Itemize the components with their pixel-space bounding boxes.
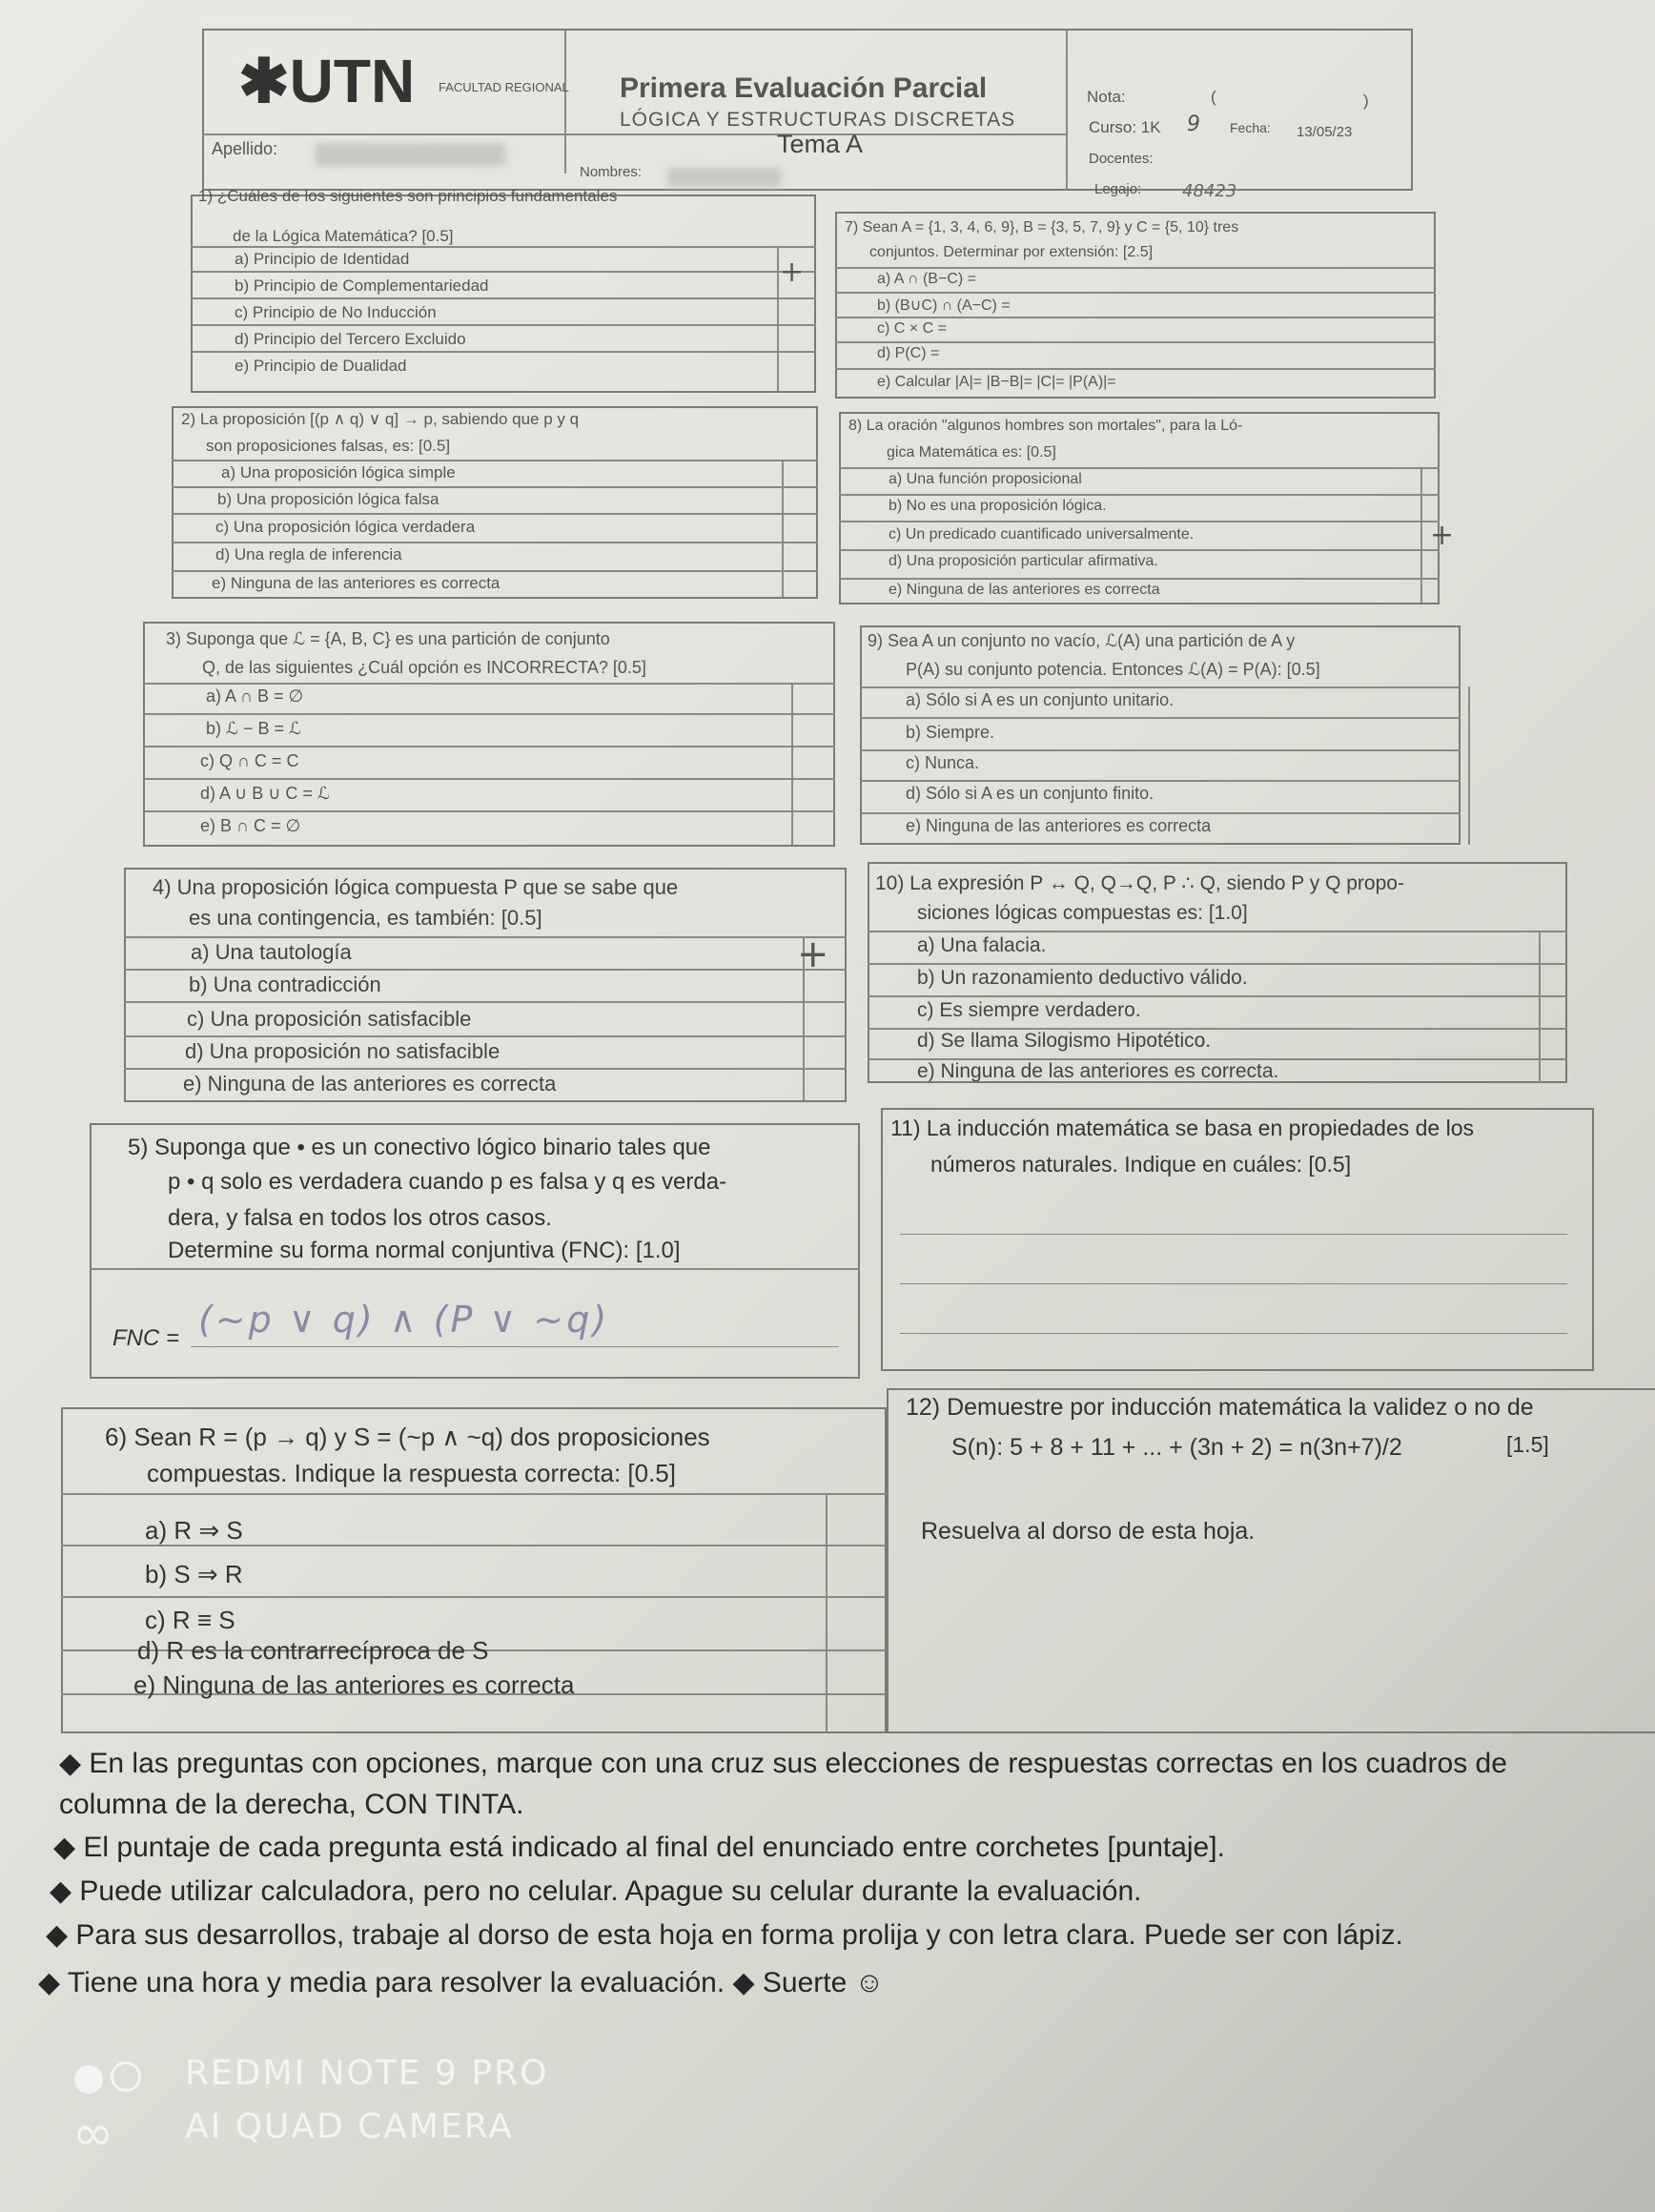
q6-option-e: e) Ninguna de las anteriores es correcta [133,1670,575,1699]
q4-option-e: e) Ninguna de las anteriores es correcta [183,1072,557,1096]
q4-option-b: b) Una contradicción [189,973,381,996]
q1-option-b: b) Principio de Complementariedad [235,276,489,295]
q10-option-a: a) Una falacia. [917,934,1047,956]
q6-option-d: d) R es la contrarrecíproca de S [137,1636,489,1665]
q2-stem-1: 2) La proposición [(p ∧ q) ∨ q] → p, sabiendo que p y q [181,410,580,428]
q9-row [860,749,1461,751]
q12-line-1: 12) Demuestre por inducción matemática la validez o no de [906,1394,1534,1421]
q8-row [839,494,1440,496]
q1-row [191,324,816,326]
q8-row [839,467,1440,469]
q5-line-4: Determine su forma normal conjuntiva (FNC): [1.0] [168,1238,681,1263]
q7-row [835,341,1436,343]
instruction-2: ◆ El puntaje de cada pregunta está indicado al final del enunciado entre corchetes [puntaje]. [53,1832,1225,1863]
nombres-label: Nombres: [580,164,643,180]
q9-row [860,717,1461,719]
q8-option-a: a) Una función proposicional [889,471,1082,487]
q2-answer-col [782,460,784,597]
utn-logo [238,46,415,117]
q6-option-b: b) S ⇒ R [145,1560,243,1588]
q1-row [191,246,816,248]
camera-dots-icon [74,2061,141,2099]
fecha-label: Fecha: [1230,120,1271,135]
logo-sub: FACULTAD REGIONAL [439,80,569,94]
q12-line-3: Resuelva al dorso de esta hoja. [921,1518,1256,1545]
legajo-label: Legajo: [1094,181,1142,197]
q8-option-c: c) Un predicado cuantificado universalmente. [889,526,1195,543]
q6-stem-1: 6) Sean R = (p → q) y S = (~p ∧ ~q) dos proposiciones [105,1423,710,1451]
q7-row [835,317,1436,318]
q4-option-a: a) Una tautología [191,940,352,964]
q8-option-b: b) No es una proposición lógica. [889,498,1107,514]
header-divider-right [1066,31,1068,189]
redacted-name [667,168,782,187]
q10-option-d: d) Se llama Silogismo Hipotético. [917,1030,1212,1052]
tema-title: Tema A [777,130,864,158]
q3-row [143,683,835,685]
q8-option-d: d) Una proposición particular afirmativa. [889,553,1158,569]
q8-stem-2: gica Matemática es: [0.5] [887,444,1056,461]
q9-option-b: b) Siempre. [906,723,995,742]
q8-answer-col [1420,467,1422,603]
q7-row [835,267,1436,269]
q1-stem-2: de la Lógica Matemática? [0.5] [233,227,454,245]
q2-option-c: c) Una proposición lógica verdadera [215,518,476,536]
q4-row [124,1001,847,1003]
q1-option-d: d) Principio del Tercero Excluido [235,330,466,348]
nota-paren: ( [1211,88,1216,106]
q9-option-a: a) Sólo si A es un conjunto unitario. [906,690,1175,709]
q9-option-c: c) Nunca. [906,753,980,772]
q2-option-d: d) Una regla de inferencia [215,545,402,563]
fecha-value: 13/05/23 [1297,124,1353,140]
instruction-1: ◆ En las preguntas con opciones, marque con una cruz sus elecciones de respuestas correctas en los cuadros de [59,1748,1507,1779]
q7-item-a: a) A ∩ (B−C) = [877,271,976,287]
q6-answer-col [826,1493,828,1733]
q4-cross-mark: + [797,932,829,976]
q9-row [860,780,1461,782]
q6-option-a: a) R ⇒ S [145,1516,243,1545]
fnc-answer: (~p ∨ q) ∧ (P ∨ ~q) [198,1299,610,1341]
q4-row [124,969,847,971]
q12-points: [1.5] [1506,1432,1549,1457]
subject-title: LÓGICA Y ESTRUCTURAS DISCRETAS [620,109,1016,131]
q4-row [124,936,847,938]
q6-row [61,1493,887,1495]
q5-line-3: dera, y falsa en todos los otros casos. [168,1205,552,1231]
q1-stem-1: 1) ¿Cuáles de los siguientes son principios fundamentales [198,187,618,205]
apellido-label: Apellido: [212,139,278,158]
q2-row [172,513,818,515]
q2-row [172,570,818,572]
watermark-line-1: REDMI NOTE 9 PRO [185,2054,549,2093]
docentes-label: Docentes: [1089,151,1154,167]
q9-answer-col [1468,686,1470,845]
q12-line-2: S(n): 5 + 8 + 11 + ... + (3n + 2) = n(3n+7)/2 [951,1434,1402,1461]
q4-stem-2: es una contingencia, es también: [0.5] [189,906,542,930]
q8-option-e: e) Ninguna de las anteriores es correcta [889,582,1160,598]
q11-box [881,1108,1594,1371]
q4-row [124,1035,847,1037]
q8-cross-mark: + [1430,519,1455,552]
q7-stem-2: conjuntos. Determinar por extensión: [2.5] [869,244,1154,260]
q2-row [172,542,818,543]
q10-answer-col [1539,931,1541,1083]
q3-option-a: a) A ∩ B = ∅ [206,686,304,706]
q6-row [61,1596,887,1598]
q10-row [868,931,1567,932]
q7-item-d: d) P(C) = [877,345,940,361]
q3-option-d: d) A ∪ B ∪ C = ℒ [200,784,330,803]
instruction-1-cont: columna de la derecha, CON TINTA. [59,1789,524,1820]
q3-stem-1: 3) Suponga que ℒ = {A, B, C} es una partición de conjunto [166,629,610,648]
q10-row [868,995,1567,997]
q8-row [839,578,1440,580]
q9-option-e: e) Ninguna de las anteriores es correcta [906,816,1212,835]
q3-answer-col [791,683,793,845]
q9-stem-1: 9) Sea A un conjunto no vacío, ℒ(A) una partición de A y [868,631,1296,650]
q2-option-a: a) Una proposición lógica simple [221,463,456,481]
watermark-line-2: AI QUAD CAMERA [185,2107,514,2146]
utn-star-icon: ✱ [238,47,290,115]
nota-label: Nota: [1087,88,1126,106]
q10-option-b: b) Un razonamiento deductivo válido. [917,967,1248,989]
q1-row [191,271,816,273]
fnc-label: FNC = [112,1325,180,1351]
q1-option-a: a) Principio de Identidad [235,250,410,268]
curso-label: Curso: 1K [1089,118,1161,136]
q1-row [191,351,816,353]
header-divider-left [564,31,566,174]
exam-title: Primera Evaluación Parcial [620,72,988,104]
q11-answer-line [900,1283,1567,1284]
logo-text: UTN [289,47,416,115]
q4-row [124,1068,847,1070]
q9-option-d: d) Sólo si A es un conjunto finito. [906,784,1154,803]
q8-row [839,549,1440,551]
q1-row [191,297,816,299]
q7-item-c: c) C × C = [877,320,947,337]
q1-cross-mark: + [780,256,805,289]
q6-stem-2: compuestas. Indique la respuesta correcta: [0.5] [147,1459,676,1487]
q2-option-e: e) Ninguna de las anteriores es correcta [212,574,501,592]
q4-stem-1: 4) Una proposición lógica compuesta P que se sabe que [153,875,679,899]
q2-row [172,460,818,461]
infinity-icon: ∞ [72,2105,114,2162]
fnc-underline [191,1346,839,1347]
q1-option-c: c) Principio de No Inducción [235,303,437,321]
q3-row [143,810,835,812]
q2-row [172,486,818,488]
header-row-line [202,133,1066,135]
q3-row [143,746,835,748]
redacted-surname [315,143,505,166]
legajo-value: 48423 [1182,181,1237,201]
q7-item-e: e) Calcular |A|= |B−B|= |C|= |P(A)|= [877,374,1116,390]
q7-item-b: b) (B∪C) ∩ (A−C) = [877,297,1011,314]
q10-option-e: e) Ninguna de las anteriores es correcta. [917,1060,1279,1082]
q9-row [860,812,1461,814]
q8-stem-1: 8) La oración "algunos hombres son mortales", para la Ló- [848,418,1243,434]
q8-row [839,521,1440,522]
q5-divider [90,1268,860,1270]
instruction-5: ◆ Tiene una hora y media para resolver la evaluación. ◆ Suerte ☺ [38,1967,885,1998]
q3-stem-2: Q, de las siguientes ¿Cuál opción es INCORRECTA? [0.5] [202,658,646,677]
q6-option-c: c) R ≡ S [145,1606,235,1634]
q7-stem-1: 7) Sean A = {1, 3, 4, 6, 9}, B = {3, 5, 7, 9} y C = {5, 10} tres [845,219,1239,236]
q1-option-e: e) Principio de Dualidad [235,357,407,375]
q2-stem-2: son proposiciones falsas, es: [0.5] [206,437,451,455]
instruction-3: ◆ Puede utilizar calculadora, pero no celular. Apague su celular durante la evaluación. [50,1875,1142,1907]
instruction-4: ◆ Para sus desarrollos, trabaje al dorso de esta hoja en forma prolija y con letra clara. Puede ser con lápiz. [46,1919,1403,1951]
q10-stem-1: 10) La expresión P ↔ Q, Q→Q, P ∴ Q, siendo P y Q propo- [875,872,1404,894]
q11-line-1: 11) La inducción matemática se basa en propiedades de los [890,1116,1475,1140]
q10-stem-2: siciones lógicas compuestas es: [1.0] [917,902,1248,924]
q3-option-e: e) B ∩ C = ∅ [200,816,301,835]
q4-option-d: d) Una proposición no satisfacible [185,1039,501,1063]
q5-line-2: p • q solo es verdadera cuando p es falsa y q es verda- [168,1169,727,1195]
q3-row [143,713,835,715]
q7-row [835,368,1436,370]
curso-value: 9 [1187,113,1200,136]
q7-row [835,292,1436,294]
q9-row [860,686,1461,688]
q10-row [868,963,1567,965]
q1-answer-col [777,246,779,391]
nota-paren-close: ) [1363,92,1369,110]
q3-row [143,778,835,780]
q11-answer-line [900,1333,1567,1334]
q3-option-b: b) ℒ − B = ℒ [206,719,301,738]
q3-option-c: c) Q ∩ C = C [200,751,299,770]
q2-option-b: b) Una proposición lógica falsa [217,490,439,508]
q4-option-c: c) Una proposición satisfacible [187,1007,472,1031]
q5-line-1: 5) Suponga que • es un conectivo lógico binario tales que [128,1135,711,1160]
q11-line-2: números naturales. Indique en cuáles: [0.5] [930,1152,1352,1177]
q11-answer-line [900,1234,1567,1235]
q9-stem-2: P(A) su conjunto potencia. Entonces ℒ(A) = P(A): [0.5] [906,660,1320,679]
q10-option-c: c) Es siempre verdadero. [917,999,1141,1021]
